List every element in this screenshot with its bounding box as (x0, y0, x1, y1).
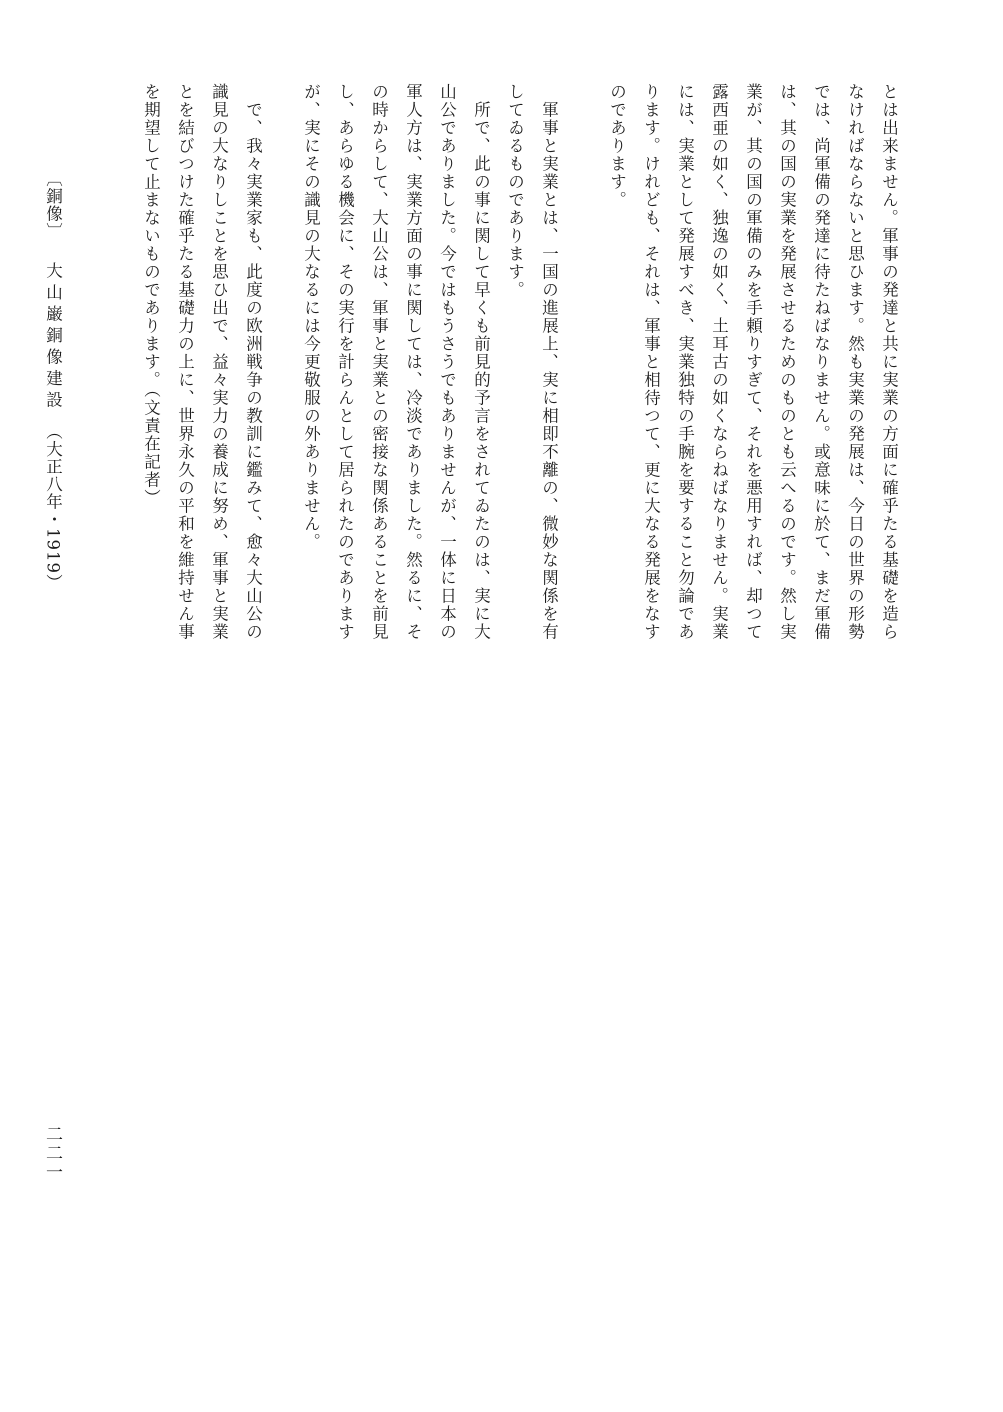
article-title: 大山巌銅像建設 (43, 262, 63, 413)
text-column: 業が、其の国の軍備のみを手頼りすぎて、それを悪用すれば、却つて (743, 83, 763, 641)
text-column: 山公でありました。今ではもうさうでもありませんが、一体に日本の (437, 83, 457, 641)
text-column: 識見の大なりしことを思ひ出で、益々実力の養成に努め、軍事と実業 (209, 83, 229, 641)
text-column: し、あらゆる機会に、その実行を計らんとして居られたのであります (335, 83, 355, 641)
text-column: では、尚軍備の発達に待たねばなりません。或意味に於て、まだ軍備 (811, 83, 831, 641)
text-column: を期望して止まないものであります。（文責在記者） (141, 83, 161, 507)
text-column: 所で、此の事に関して早くも前見的予言をされてゐたのは、実に大 (471, 101, 491, 641)
text-column: とは出来ません。軍事の発達と共に実業の方面に確乎たる基礎を造ら (879, 83, 899, 641)
text-column: が、実にその識見の大なるには今更敬服の外ありません。 (301, 83, 321, 551)
text-column: とを結びつけた確乎たる基礎力の上に、世界永久の平和を維持せん事 (175, 83, 195, 641)
article-date: （大正八年・1919） (43, 422, 63, 591)
page-number: 二二一 (42, 1125, 62, 1182)
text-column: 軍事と実業とは、一国の進展上、実に相即不離の、微妙な関係を有 (539, 101, 559, 641)
text-column: は、其の国の実業を発展させるためのものとも云へるのです。然し実 (777, 83, 797, 641)
text-column: してゐるものであります。 (505, 83, 525, 299)
text-column: 軍人方は、実業方面の事に関しては、冷淡でありました。然るに、そ (403, 83, 423, 641)
section-caption: 〔銅像〕 (43, 170, 63, 240)
text-column: には、実業として発展すべき、実業独特の手腕を要すること勿論であ (675, 83, 695, 641)
text-column: なければならないと思ひます。然も実業の発展は、今日の世界の形勢 (845, 83, 865, 641)
text-column: のであります。 (607, 83, 627, 209)
text-column: 露西亜の如く、独逸の如く、土耳古の如くならねばなりません。実業 (709, 83, 729, 641)
text-column: ります。けれども、それは、軍事と相待つて、更に大なる発展をなす (641, 83, 661, 641)
text-column: で、我々実業家も、此度の欧洲戦争の教訓に鑑みて、愈々大山公の (243, 101, 263, 641)
text-column: の時からして、大山公は、軍事と実業との密接な関係あることを前見 (369, 83, 389, 641)
running-header (44, 170, 61, 591)
